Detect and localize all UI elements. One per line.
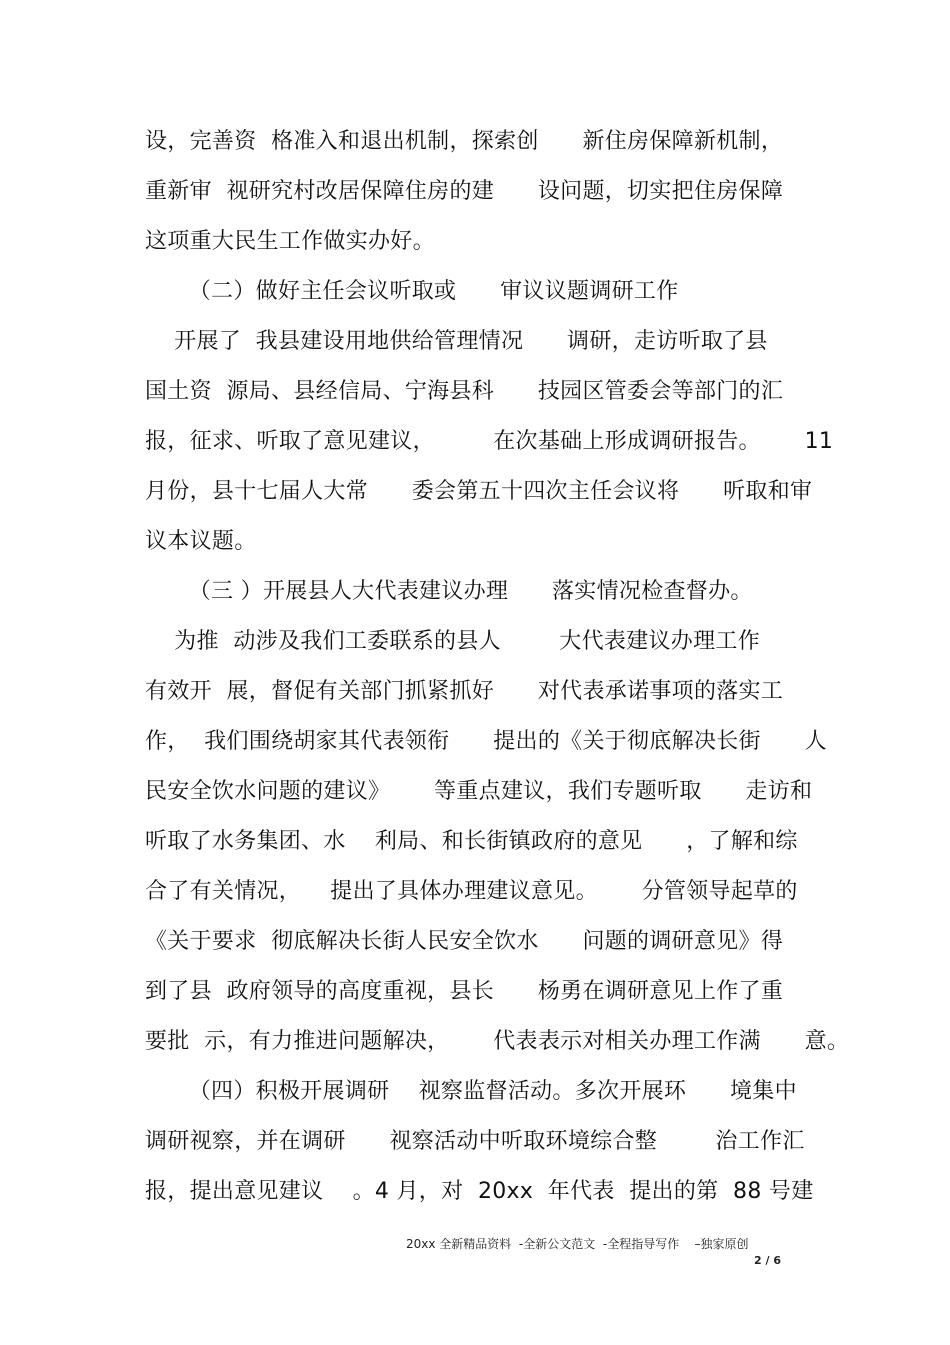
body-line: 民安全饮水问题的建议》 等重点建议，我们专题听取 走访和: [145, 779, 813, 804]
page-footer: 20xx 全新精品资料 -全新公文范文 -全程指导写作 –独家原创: [406, 1237, 749, 1251]
body-line: 这项重大民生工作做实办好。: [145, 229, 435, 254]
body-line: 国土资 源局、县经信局、宁海县科 技园区管委会等部门的汇: [145, 379, 784, 404]
section-heading: （三 ）开展县人大代表建议办理 落实情况检查督办。: [145, 579, 753, 604]
body-line: 要批 示，有力推进问题解决， 代表表示对相关办理工作满 意。: [145, 1029, 850, 1054]
page-number: 2 / 6: [754, 1254, 781, 1267]
body-line: 作， 我们围绕胡家其代表领衔 提出的《关于彻底解决长街 人: [145, 729, 827, 754]
body-line: 重新审 视研究村改居保障住房的建 设问题，切实把住房保障: [145, 179, 784, 204]
body-line: 月份，县十七届人大常 委会第五十四次主任会议将 听取和审: [145, 479, 813, 504]
body-line: 合了有关情况， 提出了具体办理建议意见。 分管领导起草的: [145, 879, 798, 904]
body-line: 有效开 展，督促有关部门抓紧抓好 对代表承诺事项的落实工: [145, 679, 784, 704]
section-heading: （四）积极开展调研 视察监督活动。多次开展环 境集中: [145, 1079, 797, 1104]
body-line: 开展了 我县建设用地供给管理情况 调研，走访听取了县: [145, 329, 768, 354]
section-heading: （二）做好主任会议听取或 审议议题调研工作: [145, 279, 679, 304]
body-line: 报，征求、听取了意见建议， 在次基础上形成调研报告。 11: [145, 429, 834, 454]
body-line: 到了县 政府领导的高度重视，县长 杨勇在调研意见上作了重: [145, 979, 784, 1004]
body-line: 议本议题。: [145, 529, 257, 554]
body-line: 调研视察，并在调研 视察活动中听取环境综合整 治工作汇: [145, 1129, 805, 1154]
body-line: 《关于要求 彻底解决长街人民安全饮水 问题的调研意见》得: [145, 929, 784, 954]
body-line: 为推 动涉及我们工委联系的县人 大代表建议办理工作: [145, 629, 761, 654]
body-line: 听取了水务集团、水 利局、和长街镇政府的意见 ，了解和综: [145, 829, 798, 854]
body-line: 设，完善资 格准入和退出机制，探索创 新住房保障新机制，: [145, 129, 784, 154]
body-line: 报，提出意见建议 。4 月，对 20xx 年代表 提出的第 88 号建: [145, 1179, 814, 1204]
